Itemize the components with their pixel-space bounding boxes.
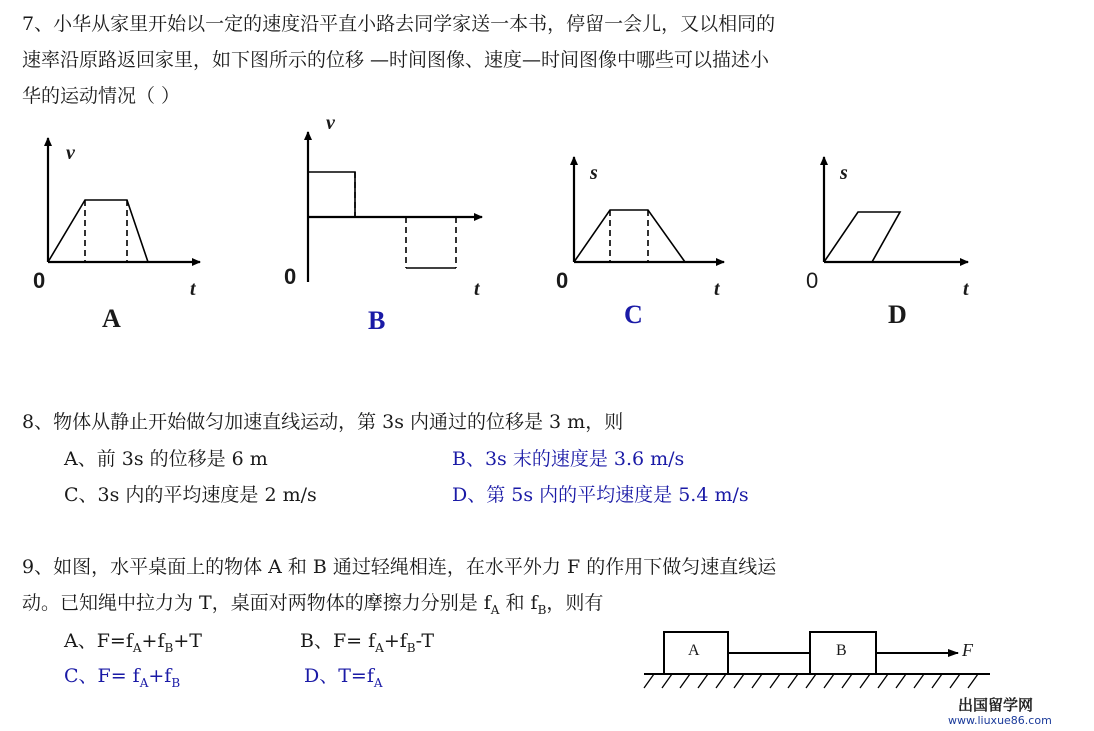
q8-option-a: A、前 3s 的位移是 6 m (64, 448, 268, 470)
block-a-label: A (688, 642, 700, 659)
graph-d-xlabel: t (963, 278, 969, 300)
q9-line-1: 9、如图，水平桌面上的物体 A 和 B 通过轻绳相连，在水平外力 F 的作用下做匀速直线运 (22, 556, 777, 578)
q8-option-b: B、3s 末的速度是 3.6 m/s (452, 448, 685, 470)
graph-d-ylabel: s (840, 162, 848, 184)
graph-d-origin: 0 (806, 268, 819, 293)
q9-option-c: C、$F= f_A+f_B$ (64, 665, 181, 690)
force-label: F (962, 640, 973, 660)
graph-b-origin: 0 (284, 264, 297, 289)
graph-a-label: A (102, 304, 121, 333)
graph-b-ylabel: v (326, 112, 335, 134)
graph-b-label: B (368, 306, 386, 335)
graph-a-origin: 0 (33, 268, 46, 293)
watermark-title: 出国留学网 (958, 696, 1034, 714)
graph-d-label: D (888, 300, 907, 329)
q8-option-d: D、第 5s 内的平均速度是 5.4 m/s (452, 484, 749, 506)
graph-c-ylabel: s (590, 162, 598, 184)
table-hatching (644, 674, 978, 688)
q7-line-1: 7、小华从家里开始以一定的速度沿平直小路去同学家送一本书，停留一会儿，又以相同的 (22, 13, 776, 35)
q7-line-3: 华的运动情况（ ） (22, 85, 181, 107)
q9-option-d: D、$T=f_A$ (304, 665, 383, 690)
q8-option-c: C、3s 内的平均速度是 2 m/s (64, 484, 317, 506)
graph-c-origin: 0 (556, 268, 569, 293)
graph-a-xlabel: t (190, 278, 196, 300)
q7-line-2: 速率沿原路返回家里，如下图所示的位移 —时间图像、速度—时间图像中哪些可以描述小 (22, 49, 770, 71)
graph-a-ylabel: v (66, 142, 75, 164)
block-b-label: B (836, 642, 847, 659)
q9-line-2: 动。已知绳中拉力为 T，桌面对两物体的摩擦力分别是 $f_A$ 和 $f_B$，则有 (22, 592, 604, 617)
q9-option-a: A、$F=f_A+f_B+T$ (64, 630, 202, 655)
q9-option-b: B、$F= f_A+f_B-T$ (300, 630, 435, 655)
q8-stem: 8、物体从静止开始做匀加速直线运动，第 3s 内通过的位移是 3 m，则 (22, 411, 624, 433)
graph-c-xlabel: t (714, 278, 720, 300)
watermark-url: www.liuxue86.com (948, 714, 1052, 727)
graph-c-label: C (624, 300, 643, 329)
graph-b-xlabel: t (474, 278, 480, 300)
